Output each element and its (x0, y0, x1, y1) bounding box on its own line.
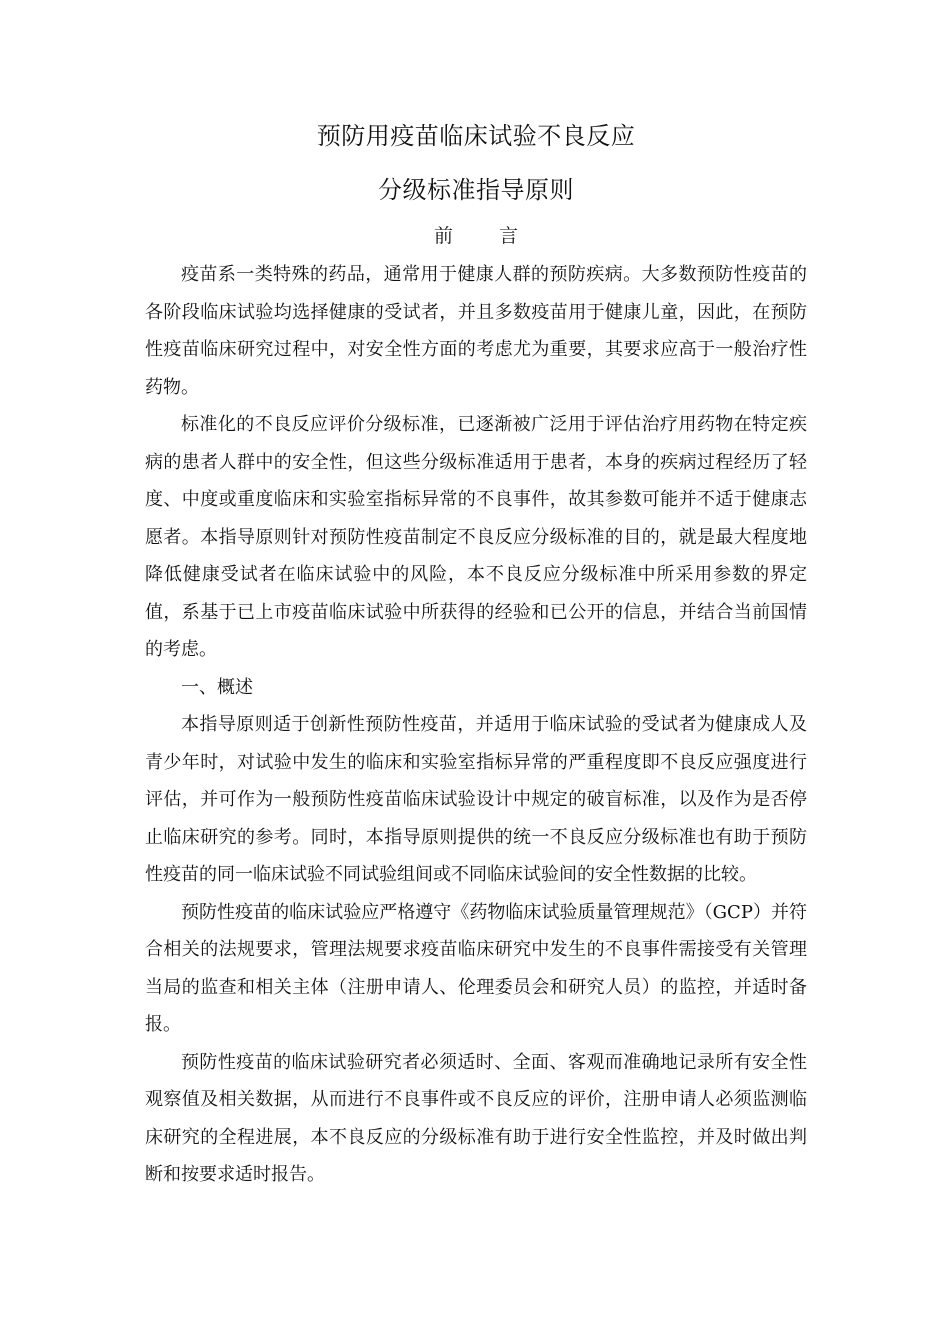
overview-paragraph-2: 预防性疫苗的临床试验应严格遵守《药物临床试验质量管理规范》（GCP）并符合相关的法规要求，管理法规要求疫苗临床研究中发生的不良事件需接受有关管理当局的监查和相关主体（注册申请人、伦理委员会和研究人员）的监控，并适时备报。 (145, 901, 807, 1035)
overview-paragraph-3: 预防性疫苗的临床试验研究者必须适时、全面、客观而准确地记录所有安全性观察值及相关数据，从而进行不良事件或不良反应的评价，注册申请人必须监测临床研究的全程进展，本不良反应的分级标准有助于进行安全性监控，并及时做出判断和按要求适时报告。 (145, 1051, 807, 1185)
section-heading-overview: 一、概述 (181, 676, 253, 698)
overview-paragraph-1: 本指导原则适于创新性预防性疫苗，并适用于临床试验的受试者为健康成人及青少年时，对试验中发生的临床和实验室指标异常的严重程度即不良反应强度进行评估，并可作为一般预防性疫苗临床试验设计中规定的破盲标准，以及作为是否停止临床研究的参考。同时，本指导原则提供的统一不良反应分级标准也有助于预防性疫苗的同一临床试验不同试验组间或不同临床试验间的安全性数据的比较。 (145, 714, 807, 885)
document-title-line1: 预防用疫苗临床试验不良反应 (316, 122, 636, 150)
preface-paragraph-1: 疫苗系一类特殊的药品，通常用于健康人群的预防疾病。大多数预防性疫苗的各阶段临床试验均选择健康的受试者，并且多数疫苗用于健康儿童，因此，在预防性疫苗临床研究过程中，对安全性方面的考虑尤为重要，其要求应高于一般治疗性药物。 (145, 264, 807, 398)
document-title-line2: 分级标准指导原则 (378, 176, 574, 204)
preface-heading: 前 言 (433, 225, 519, 247)
document-body (145, 256, 807, 1194)
preface-paragraph-2: 标准化的不良反应评价分级标准，已逐渐被广泛用于评估治疗用药物在特定疾病的患者人群中的安全性，但这些分级标准适用于患者，本身的疾病过程经历了轻度、中度或重度临床和实验室指标异常的不良事件，故其参数可能并不适于健康志愿者。本指导原则针对预防性疫苗制定不良反应分级标准的目的，就是最大程度地降低健康受试者在临床试验中的风险，本不良反应分级标准中所采用参数的界定值，系基于已上市疫苗临床试验中所获得的经验和已公开的信息，并结合当前国情的考虑。 (145, 414, 807, 660)
